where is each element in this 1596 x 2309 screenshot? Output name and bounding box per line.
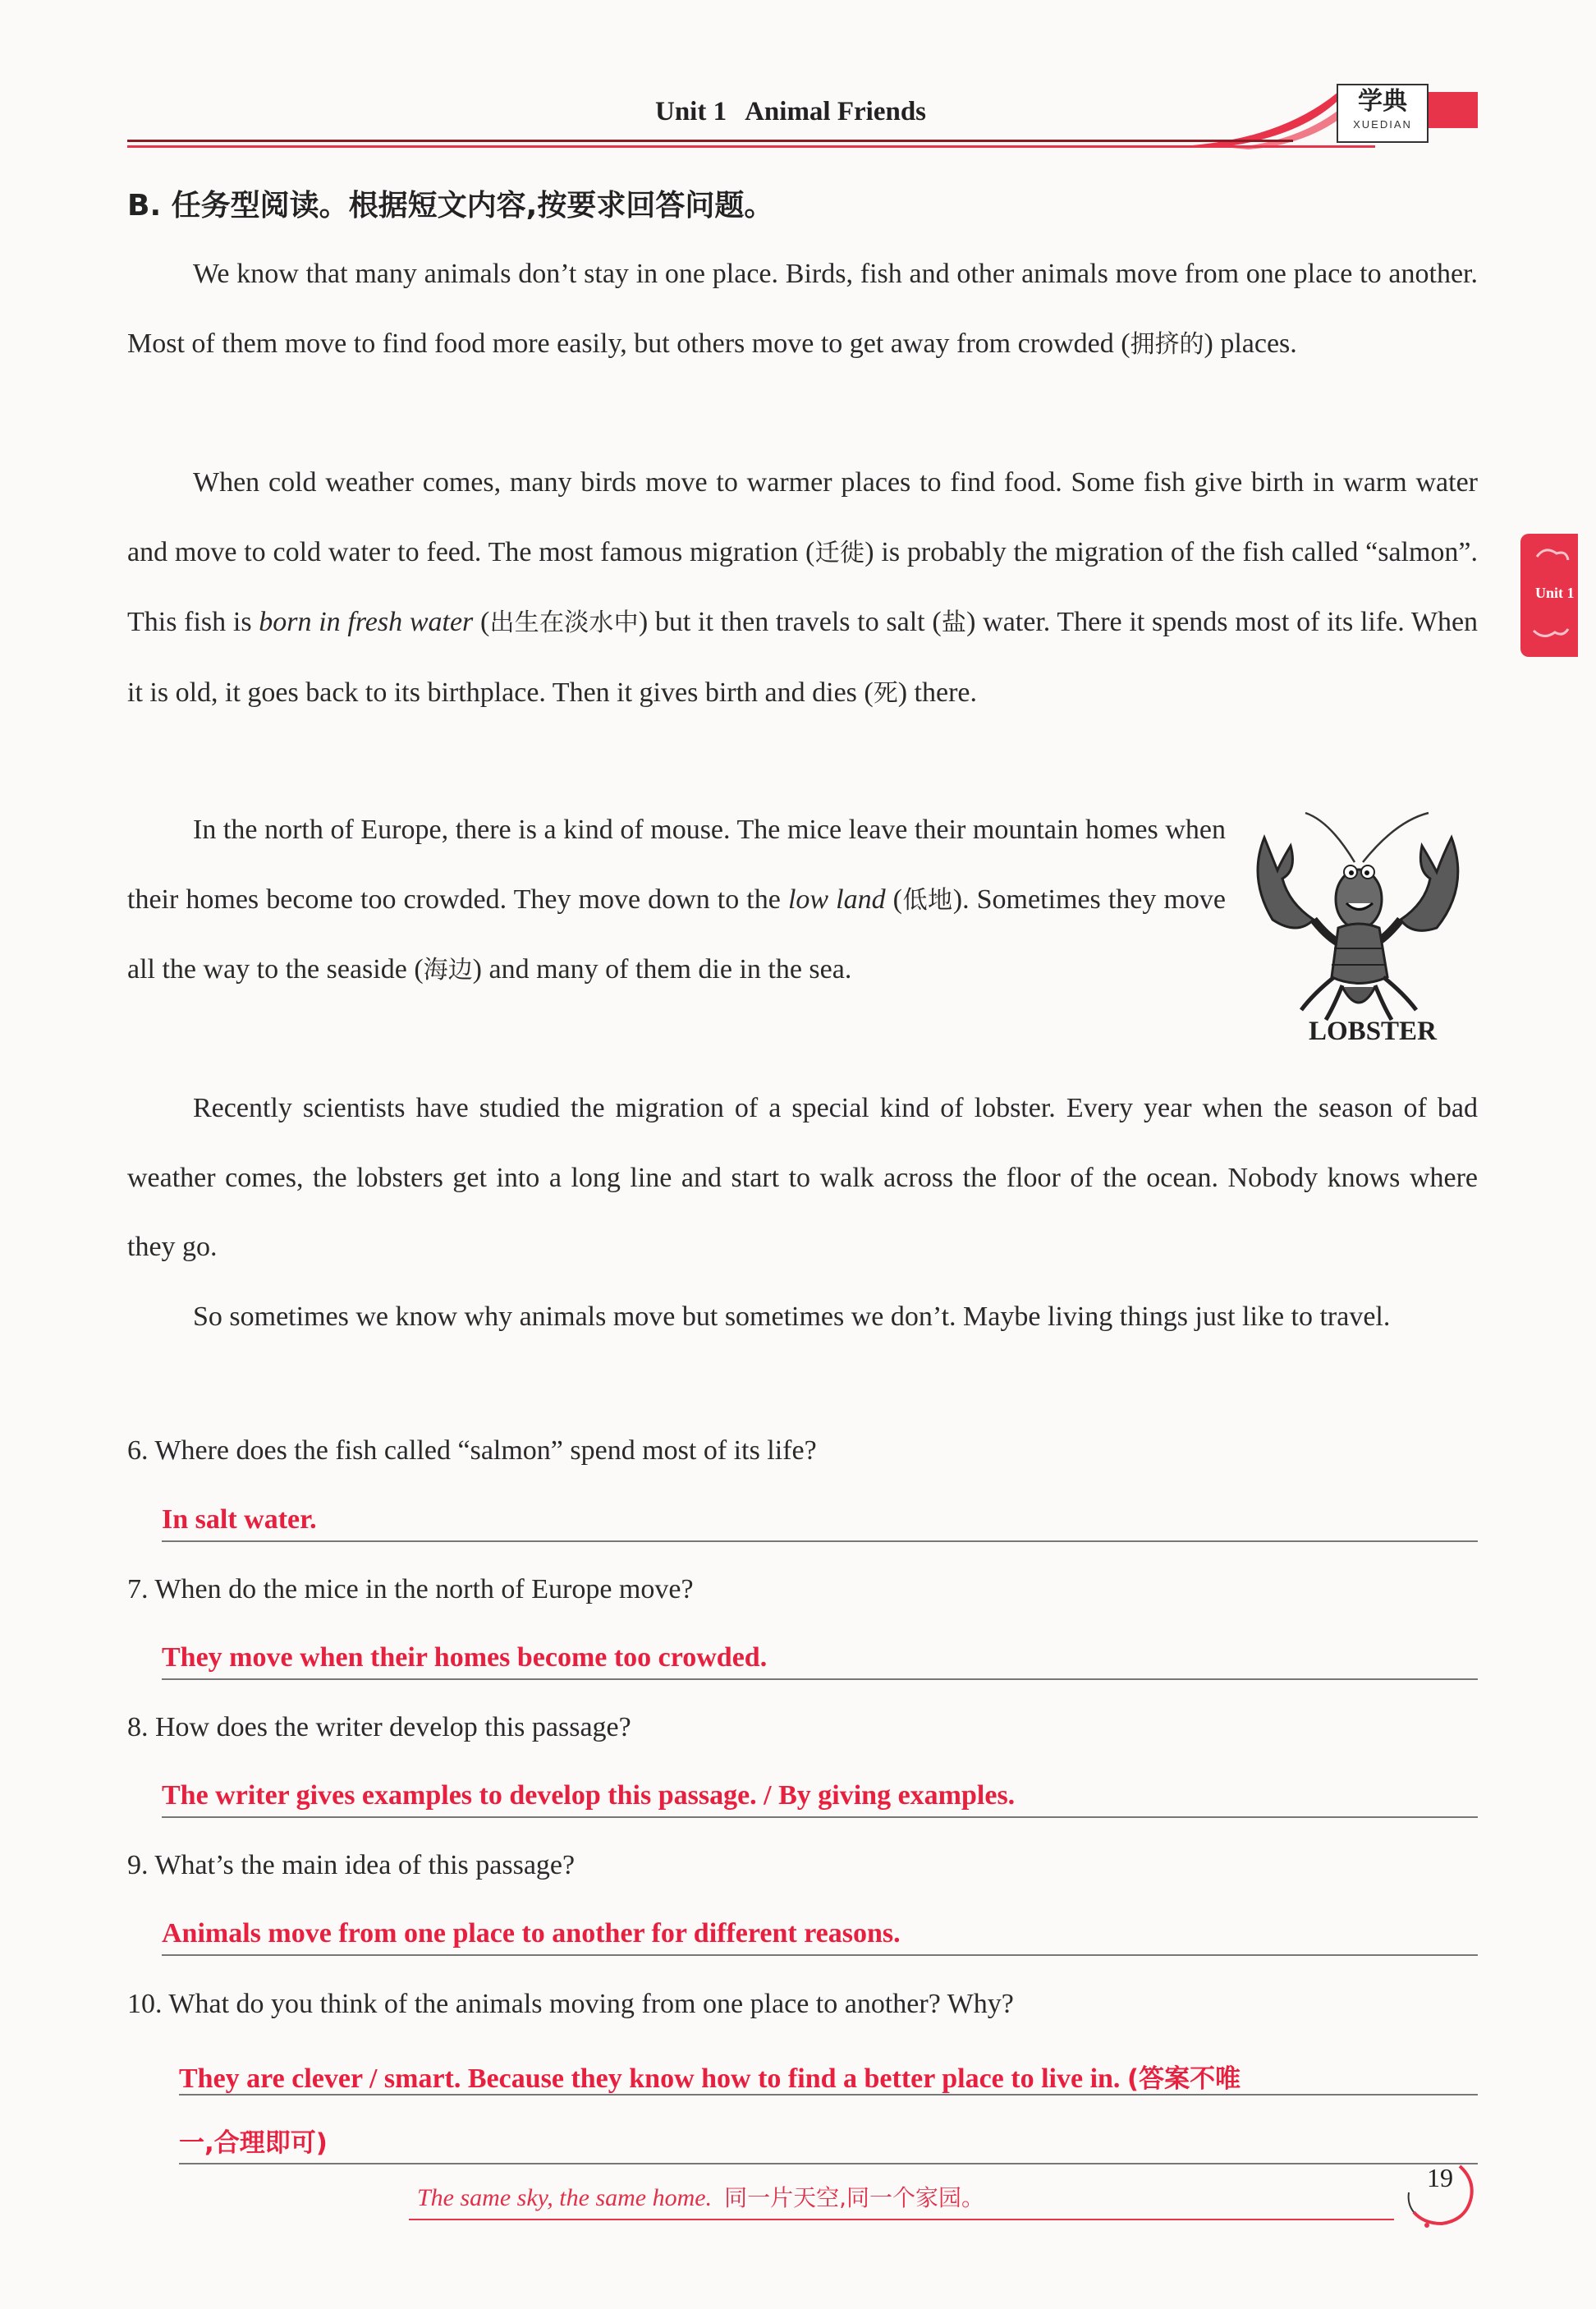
p2-text-f: ) there.	[897, 677, 978, 708]
logo-red-block	[1427, 92, 1478, 128]
p3-text-a: In the north of Europe, there is a kind of mouse. The mice leave their mountain homes when their homes become too crowded. They move down to the	[127, 815, 1226, 915]
p3-cn-lowland: 低地	[902, 885, 953, 915]
p2-italic-born: born in fresh water	[259, 607, 474, 637]
xuedian-logo	[1337, 84, 1429, 143]
answer-line-8	[162, 1816, 1478, 1818]
answer-line-10b	[179, 2163, 1478, 2164]
passage-paragraph-5	[127, 1283, 1478, 1352]
question-6: 6. Where does the fish called “salmon” spend most of its life?	[127, 1435, 817, 1466]
header-title	[655, 97, 926, 127]
answer-8: The writer gives examples to develop this passage. / By giving examples.	[162, 1780, 1016, 1811]
question-7: 7. When do the mice in the north of Europe move?	[127, 1574, 694, 1604]
p3-cn-seaside: 海边	[423, 956, 473, 985]
answer-10-cn-b: 一,合理即可)	[179, 2128, 328, 2158]
logo-chinese: 学典	[1358, 87, 1407, 116]
side-tab-label: Unit 1	[1535, 585, 1575, 601]
p2-cn-die: 死	[873, 678, 898, 708]
answer-10-line-2	[179, 2122, 328, 2159]
answer-7: They move when their homes become too crowded.	[162, 1642, 768, 1673]
footer-rule	[409, 2219, 1394, 2220]
answer-line-10a	[179, 2094, 1478, 2096]
header-rule-red	[127, 145, 1375, 148]
p2-text-c: (	[473, 607, 490, 637]
lobster-illustration	[1231, 805, 1478, 1051]
answer-line-9	[162, 1954, 1478, 1956]
footer-slogan	[417, 2180, 984, 2213]
p5-text: So sometimes we know why animals move but sometimes we don’t. Maybe living things just like to travel.	[193, 1301, 1391, 1332]
footer-slogan-cn: 同一片天空,同一个家园。	[724, 2184, 984, 2211]
p3-text-d: ) and many of them die in the sea.	[472, 954, 852, 985]
passage-paragraph-3	[127, 796, 1226, 1006]
answer-line-6	[162, 1540, 1478, 1542]
question-9: 9. What’s the main idea of this passage?	[127, 1850, 576, 1880]
p2-text-a: When cold weather comes, many birds move to warmer places to find food. Some fish give birth in warm water and move to cold water to feed. The most famous migration (	[127, 467, 1478, 567]
passage-paragraph-4	[127, 1074, 1478, 1283]
logo-english: XUEDIAN	[1353, 118, 1412, 131]
answer-10-text: They are clever / smart. Because they know how to find a better place to live in.	[179, 2063, 1121, 2094]
header-unit-title: Animal Friends	[745, 97, 927, 126]
question-8: 8. How does the writer develop this passage?	[127, 1712, 631, 1742]
p1-text-a: We know that many animals don’t stay in one place. Birds, fish and other animals move from one place to another. Most of them move to find food more easily, but others move to get away from crowded (	[127, 259, 1478, 359]
p2-text-d: ) but it then travels to salt (	[638, 607, 942, 637]
p1-cn-crowded: 拥挤的	[1130, 329, 1204, 359]
p2-cn-migration: 迁徙	[814, 538, 865, 567]
question-10: 10. What do you think of the animals moving from one place to another? Why?	[127, 1989, 1014, 2019]
p2-text-e: ) water. There it spends most of its life. When it is old, it goes back to its birthplace. Then it gives birth and dies (	[127, 607, 1479, 708]
passage-paragraph-2	[127, 448, 1478, 728]
lobster-caption: LOBSTER	[1309, 1017, 1437, 1046]
section-title: B. 任务型阅读。根据短文内容,按要求回答问题。	[127, 189, 774, 223]
answer-9: Animals move from one place to another for different reasons.	[162, 1918, 901, 1949]
passage-paragraph-1	[127, 240, 1478, 379]
page-number: 19	[1427, 2163, 1453, 2192]
p4-text: Recently scientists have studied the migration of a special kind of lobster. Every year when the season of bad weather comes, the lobsters get into a long line and start to walk across the floor of the ocean. Nobody knows where they go.	[127, 1093, 1478, 1262]
footer-slogan-en: The same sky, the same home.	[417, 2184, 713, 2211]
answer-6: In salt water.	[162, 1504, 317, 1535]
p3-text-c: ). Sometimes they move all the way to the seaside (	[127, 884, 1226, 985]
header-unit: Unit 1	[655, 97, 727, 126]
p2-cn-born: 出生在淡水中	[489, 608, 639, 637]
header-rule-dark	[127, 140, 1293, 142]
p3-italic-lowland: low land	[787, 884, 886, 915]
p2-cn-salt: 盐	[941, 608, 967, 637]
answer-10-line-1	[179, 2058, 1241, 2095]
p1-text-b: ) places.	[1204, 328, 1297, 359]
p2-text-b: ) is probably the migration of the fish called “salmon”. This fish is	[127, 536, 1479, 637]
answer-10-cn-a: (答案不唯	[1126, 2064, 1241, 2094]
answer-line-7	[162, 1678, 1478, 1680]
p3-text-b: (	[885, 884, 902, 915]
